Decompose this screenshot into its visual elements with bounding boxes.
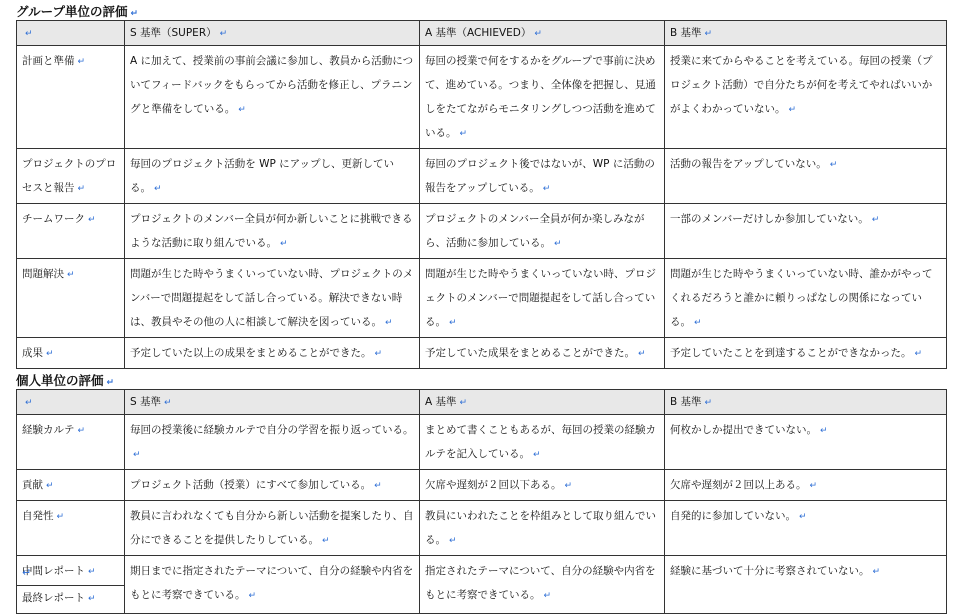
cell-a: まとめて書くこともあるが、毎回の授業の経験カルテを記入している。 ↵: [420, 415, 665, 470]
return-mark-icon: [705, 29, 713, 39]
table-header-row: [17, 390, 947, 415]
return-mark-icon: [78, 426, 86, 436]
cell-s: 毎回の授業後に経験カルテで自分の学習を振り返っている。 ↵: [125, 415, 420, 470]
return-mark-icon: [88, 594, 96, 604]
cell-s: 毎回のプロジェクト活動を WP にアップし、更新している。 ↵: [125, 149, 420, 204]
header-b: B 基準 ↵: [665, 21, 947, 46]
table-row: [17, 556, 947, 614]
group-evaluation-table: [16, 20, 947, 369]
row-label: 計画と準備 ↵: [17, 46, 125, 149]
cell-b: 活動の報告をアップしていない。 ↵: [665, 149, 947, 204]
paragraph-end-icon: [22, 566, 31, 579]
return-mark-icon: [543, 184, 551, 194]
return-mark-icon: [375, 349, 383, 359]
return-mark-icon: [133, 450, 141, 460]
return-mark-icon: [694, 318, 702, 328]
table-row: [17, 46, 947, 149]
return-mark-icon: [280, 239, 288, 249]
return-mark-icon: [873, 567, 881, 577]
cell-s: 教員に言われなくても自分から新しい活動を提案したり、自分にできることを提供したりしている。 ↵: [125, 501, 420, 556]
return-mark-icon: [322, 536, 330, 546]
return-mark-icon: [249, 591, 257, 601]
return-mark-icon: [88, 567, 96, 577]
return-mark-icon: [554, 239, 562, 249]
document-page: [16, 0, 946, 614]
return-mark-icon: [25, 29, 33, 39]
return-mark-icon: [46, 349, 54, 359]
return-mark-icon: [638, 349, 646, 359]
cell-b: 欠席や遅刻が２回以上ある。 ↵: [665, 470, 947, 501]
table-row: [17, 149, 947, 204]
return-mark-icon: [799, 512, 807, 522]
cell-s: 期日までに指定されたテーマについて、自分の経験や内省をもとに考察できている。 ↵: [125, 556, 420, 614]
table-row: [17, 204, 947, 259]
return-mark-icon: [78, 57, 86, 67]
return-mark-icon: [565, 481, 573, 491]
row-label-midterm: 中間レポート ↵: [22, 559, 119, 584]
return-mark-icon: [915, 349, 923, 359]
return-mark-icon: [820, 426, 828, 436]
cell-b: 経験に基づいて十分に考察されていない。 ↵: [665, 556, 947, 614]
return-mark-icon: [154, 184, 162, 194]
return-mark-icon: [238, 105, 246, 115]
cell-b: 何枚かしか提出できていない。 ↵: [665, 415, 947, 470]
return-mark-icon: [449, 318, 457, 328]
table-row: [17, 259, 947, 338]
return-mark-icon: [107, 378, 115, 388]
return-mark-icon: [460, 129, 468, 139]
cell-s: A に加えて、授業前の事前会議に参加し、教員から活動についてフィードバックをもらってから活動を修正し、プラニングと準備をしている。 ↵: [125, 46, 420, 149]
cell-b: 予定していたことを到達することができなかった。 ↵: [665, 338, 947, 369]
return-mark-icon: [705, 398, 713, 408]
return-mark-icon: [78, 184, 86, 194]
return-mark-icon: [449, 536, 457, 546]
cell-b: 一部のメンバーだけしか参加していない。 ↵: [665, 204, 947, 259]
individual-evaluation-table: [16, 389, 947, 614]
return-mark-icon: [533, 450, 541, 460]
cell-s: 予定していた以上の成果をまとめることができた。 ↵: [125, 338, 420, 369]
cell-s: プロジェクトのメンバー全員が何か新しいことに挑戦できるような活動に取り組んでいる。 ↵: [125, 204, 420, 259]
return-mark-icon: [460, 398, 468, 408]
return-mark-icon: [67, 270, 75, 280]
cell-a: 問題が生じた時やうまくいっていない時、プロジェクトのメンバーで問題提起をして話し合っている。 ↵: [420, 259, 665, 338]
return-mark-icon: [164, 398, 172, 408]
header-s: S 基準（SUPER） ↵: [125, 21, 420, 46]
row-label: 経験カルテ ↵: [17, 415, 125, 470]
header-criteria: [17, 21, 125, 46]
row-label: 問題解決 ↵: [17, 259, 125, 338]
return-mark-icon: [534, 29, 542, 39]
return-mark-icon: [131, 9, 139, 19]
row-label: 自発性 ↵: [17, 501, 125, 556]
return-mark-icon: [46, 481, 54, 491]
cell-b: 問題が生じた時やうまくいっていない時、誰かがやってくれるだろうと誰かに頼りっぱなしの関係になっている。 ↵: [665, 259, 947, 338]
cell-a: 教員にいわれたことを枠組みとして取り組んでいる。 ↵: [420, 501, 665, 556]
header-a: A 基準（ACHIEVED） ↵: [420, 21, 665, 46]
return-mark-icon: [544, 591, 552, 601]
table-row: [17, 470, 947, 501]
cell-a: 予定していた成果をまとめることができた。 ↵: [420, 338, 665, 369]
table-row: [17, 415, 947, 470]
return-mark-icon: [810, 481, 818, 491]
table-header-row: [17, 21, 947, 46]
row-label: プロジェクトのプロセスと報告 ↵: [17, 149, 125, 204]
return-mark-icon: [88, 215, 96, 225]
return-mark-icon: [789, 105, 797, 115]
row-label: 成果 ↵: [17, 338, 125, 369]
cell-a: 毎回の授業で何をするかをグループで事前に決めて、進めている。つまり、全体像を把握し、見通しをたてながらモニタリングしつつ活動を進めている。 ↵: [420, 46, 665, 149]
return-mark-icon: [57, 512, 65, 522]
cell-b: 自発的に参加していない。 ↵: [665, 501, 947, 556]
return-mark-icon: [25, 398, 33, 408]
header-a: A 基準 ↵: [420, 390, 665, 415]
cell-a: 毎回のプロジェクト後ではないが、WP に活動の報告をアップしている。 ↵: [420, 149, 665, 204]
header-s: S 基準 ↵: [125, 390, 420, 415]
cell-a: 指定されたテーマについて、自分の経験や内省をもとに考察できている。 ↵: [420, 556, 665, 614]
return-mark-icon: [374, 481, 382, 491]
row-label-final: 最終レポート ↵: [17, 585, 124, 611]
cell-a: 欠席や遅刻が２回以下ある。 ↵: [420, 470, 665, 501]
header-b: B 基準 ↵: [665, 390, 947, 415]
row-label: 貢献 ↵: [17, 470, 125, 501]
group-evaluation-title: グループ単位の評価 ↵: [16, 0, 946, 20]
return-mark-icon: [830, 160, 838, 170]
cell-s: 問題が生じた時やうまくいっていない時、プロジェクトのメンバーで問題提起をして話し合っている。解決できない時は、教員やその他の人に相談して解決を図っている。 ↵: [125, 259, 420, 338]
row-label: [17, 556, 125, 614]
return-mark-icon: [385, 318, 393, 328]
table-row: [17, 338, 947, 369]
return-mark-icon: [872, 215, 880, 225]
individual-evaluation-title: 個人単位の評価 ↵: [16, 369, 946, 389]
cell-s: プロジェクト活動（授業）にすべて参加している。 ↵: [125, 470, 420, 501]
table-row: [17, 501, 947, 556]
header-criteria: [17, 390, 125, 415]
return-mark-icon: [220, 29, 228, 39]
row-label: チームワーク ↵: [17, 204, 125, 259]
cell-b: 授業に来てからやることを考えている。毎回の授業（プロジェクト活動）で自分たちが何を考えてやればいいかがよくわかっていない。 ↵: [665, 46, 947, 149]
cell-a: プロジェクトのメンバー全員が何か楽しみながら、活動に参加している。 ↵: [420, 204, 665, 259]
